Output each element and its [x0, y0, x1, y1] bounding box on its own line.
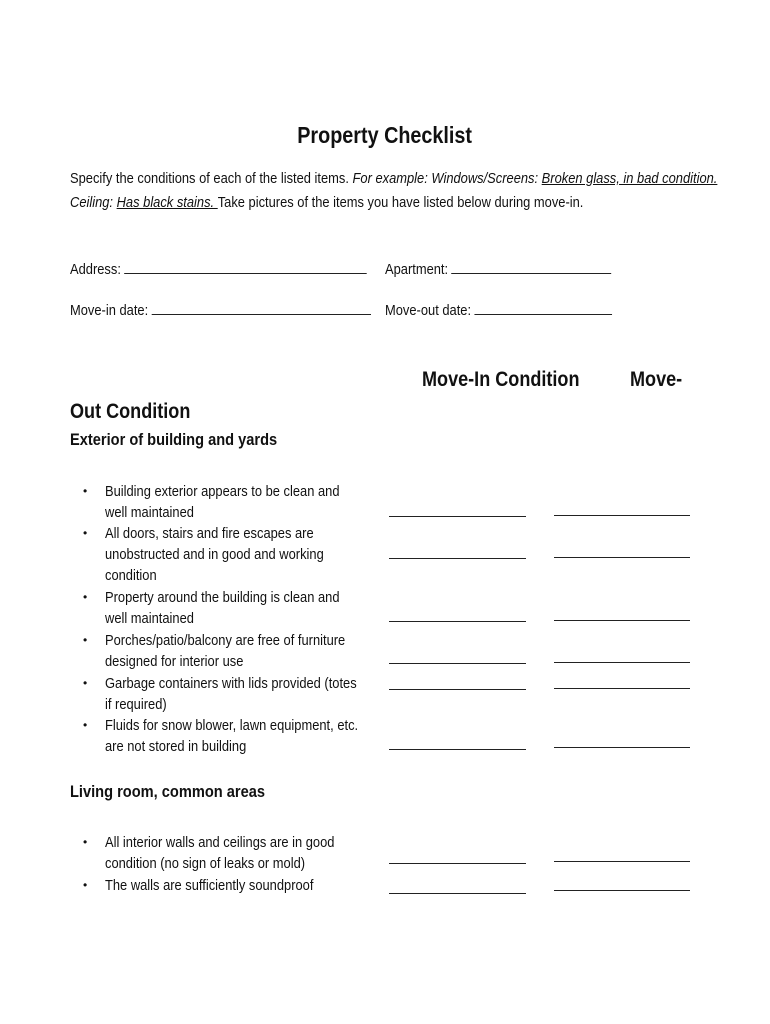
section-title-living-room: Living room, common areas	[70, 782, 265, 801]
move-out-condition-line[interactable]	[554, 515, 690, 516]
move-in-date-field[interactable]: Move-in date:	[70, 302, 420, 319]
move-in-condition-header: Move-In Condition	[422, 368, 580, 391]
apartment-field[interactable]: Apartment:	[385, 261, 648, 278]
move-in-condition-line[interactable]	[389, 749, 526, 750]
checklist-page: Property Checklist Specify the conditions of each of the listed items. For example: Windows/Screens: Broken glass, in bad condition. Ceiling: Has black stains. Take pictures of the items you have listed below during move-in. Address: Apartment: Move-in date: Move-out date: Move-In Condition Move- Out Condition Exterior of building and yards • Building exterior appears to be clean and well maintained • All doors, stairs and fire escapes are unobstructed and in good and working condition • Property around the building is clean and well maintained • Porches/patio/balcony are free of furniture designed for interior use • Garbage containers with lids provided (totes if required) • Fluids for snow blower, lawn equipment, etc. are not stored in building Living room, common areas • All interior walls and ceilings are in good condition (no sign of leaks or mold) • The walls are sufficiently soundproof	[0, 0, 770, 1024]
move-out-condition-line[interactable]	[554, 890, 690, 891]
move-out-condition-header-part1: Move-	[630, 368, 683, 391]
move-in-date-blank[interactable]	[152, 302, 371, 315]
move-out-date-blank[interactable]	[474, 302, 612, 315]
section-title-exterior: Exterior of building and yards	[70, 430, 278, 449]
move-out-date-field[interactable]: Move-out date:	[385, 302, 649, 319]
move-out-condition-line[interactable]	[554, 688, 690, 689]
move-in-condition-line[interactable]	[389, 621, 526, 622]
move-in-condition-line[interactable]	[389, 516, 526, 517]
move-in-condition-line[interactable]	[389, 863, 526, 864]
move-in-condition-line[interactable]	[389, 663, 526, 664]
intro-line-2: Ceiling: Has black stains. Take pictures of the items you have listed below during move-in.	[70, 194, 584, 211]
move-out-condition-line[interactable]	[554, 557, 690, 558]
move-out-condition-line[interactable]	[554, 747, 690, 748]
address-blank[interactable]	[124, 261, 367, 274]
move-out-condition-line[interactable]	[554, 662, 690, 663]
move-in-condition-line[interactable]	[389, 893, 526, 894]
move-out-condition-line[interactable]	[554, 861, 690, 862]
move-in-condition-line[interactable]	[389, 689, 526, 690]
apartment-blank[interactable]	[452, 261, 612, 274]
intro-line-1: Specify the conditions of each of the listed items. For example: Windows/Screens: Broken glass, in bad condition.	[70, 170, 718, 187]
move-in-condition-line[interactable]	[389, 558, 526, 559]
address-field[interactable]: Address:	[70, 261, 415, 278]
page-title: Property Checklist	[297, 122, 473, 148]
move-out-condition-line[interactable]	[554, 620, 690, 621]
move-out-condition-header-part2: Out Condition	[70, 400, 191, 423]
